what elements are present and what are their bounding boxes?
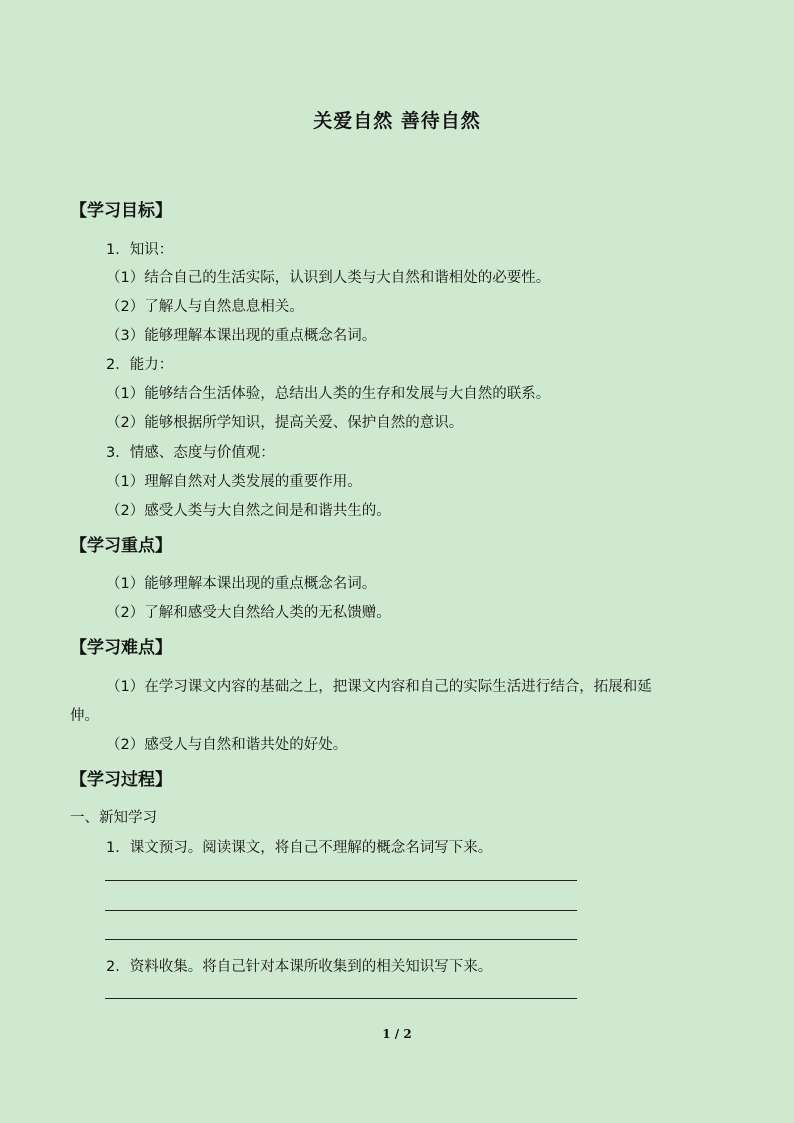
emotion-item-1: （1）理解自然对人类发展的重要作用。 — [106, 474, 362, 490]
key-point-2: （2）了解和感受大自然给人类的无私馈赠。 — [106, 605, 391, 621]
difficulty-item-1: （1）在学习课文内容的基础之上，把课文内容和自己的实际生活进行结合，拓展和延 — [106, 679, 652, 695]
objectives-heading: 【学习目标】 — [70, 201, 172, 221]
emotion-item-2: （2）感受人类与大自然之间是和谐共生的。 — [106, 503, 391, 519]
document-title: 关爱自然 善待自然 — [313, 110, 481, 132]
key-point-1: （1）能够理解本课出现的重点概念名词。 — [106, 576, 377, 592]
knowledge-label: 1．知识： — [106, 242, 174, 258]
difficulty-item-1-continued: 伸。 — [70, 708, 99, 724]
ability-item-2: （2）能够根据所学知识，提高关爱、保护自然的意识。 — [106, 415, 464, 431]
difficulties-heading: 【学习难点】 — [70, 638, 172, 658]
process-part-1: 一、新知学习 — [70, 810, 157, 826]
knowledge-item-1: （1）结合自己的生活实际，认识到人类与大自然和谐相处的必要性。 — [106, 270, 551, 286]
knowledge-item-3: （3）能够理解本课出现的重点概念名词。 — [106, 328, 377, 344]
process-task-2: 2．资料收集。将自己针对本课所收集到的相关知识写下来。 — [106, 959, 493, 975]
answer-line[interactable] — [105, 939, 577, 940]
key-points-heading: 【学习重点】 — [70, 536, 172, 556]
ability-label: 2．能力： — [106, 357, 174, 373]
process-heading: 【学习过程】 — [70, 770, 172, 790]
page-number: 1 / 2 — [382, 1027, 412, 1041]
difficulty-item-2: （2）感受人与自然和谐共处的好处。 — [106, 737, 348, 753]
answer-line[interactable] — [105, 998, 577, 999]
process-task-1: 1．课文预习。阅读课文，将自己不理解的概念名词写下来。 — [106, 840, 493, 856]
emotion-label: 3．情感、态度与价值观： — [106, 445, 275, 461]
ability-item-1: （1）能够结合生活体验，总结出人类的生存和发展与大自然的联系。 — [106, 386, 551, 402]
answer-line[interactable] — [105, 910, 577, 911]
answer-line[interactable] — [105, 880, 577, 881]
knowledge-item-2: （2）了解人与自然息息相关。 — [106, 299, 304, 315]
